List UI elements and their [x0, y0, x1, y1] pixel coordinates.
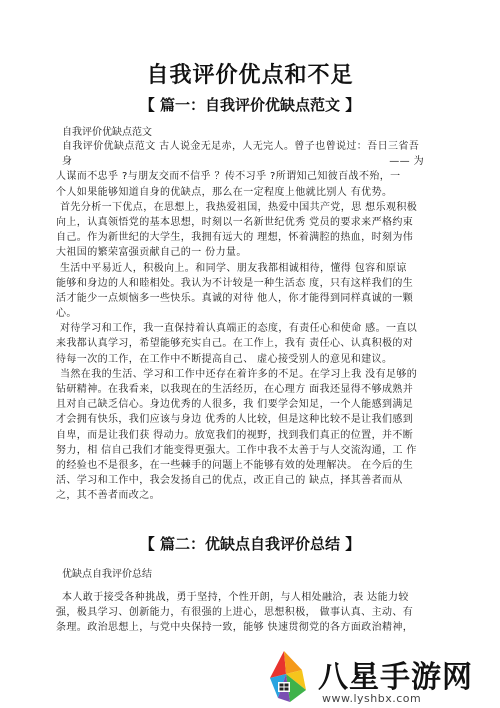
watermark-logo-icon: [256, 648, 312, 706]
body-line: 努力，相 信自己我们才能变得更强大。工作中我不太善于与人交流沟通，工 作: [56, 444, 417, 456]
site-watermark: [252, 648, 500, 708]
body-line: 自我评价优缺点范文 古人说金无足赤，人无完人。曾子也曾说过：吾日三省吾: [62, 141, 420, 152]
body-line: 的经验也不是很多，在一些棘手的问题上不能够有效的处理解决。 在今后的生: [56, 459, 414, 471]
watermark-url: www.lyshbx.com: [322, 692, 422, 705]
body-line: 个人如果能够知道自身的优缺点，那么在一定程度上他就比别人 有优势。: [56, 186, 393, 198]
section-2-heading: 【 篇二：优缺点自我评价总结 】: [139, 535, 361, 553]
body-line: 活、学习和工作中，我会发扬自己的优点，改正自己的 缺点，择其善者而从: [56, 475, 403, 487]
body-line: 且对自己缺乏信心。身边优秀的人很多，我 们要学会知足，一个人能感到满足: [56, 399, 414, 411]
body-line: 来我都认真学习，希望能够充实自己。在工作上，我有 责任心、认真积极的对: [56, 338, 414, 350]
section-1-body: [56, 139, 444, 504]
body-line: 心。: [56, 308, 77, 320]
section-2-subtitle: 优缺点自我评价总结: [62, 569, 152, 580]
section-2-body: [56, 590, 444, 636]
body-line: 当然在我的生活、学习和工作中还存在着许多的不足。在学习上我 没有足够的: [60, 368, 418, 380]
section-1-subtitle: 自我评价优缺点范文: [62, 127, 152, 138]
body-line: 生活中平易近人，积极向上。和同学、朋友我都相诚相待，懂得 包容和原谅: [60, 262, 407, 274]
watermark-text: 八星手游网: [318, 660, 473, 695]
body-line: 自卑，而是让我们获 得动力。放宽我们的视野，找到我们真正的位置，并不断: [56, 429, 414, 441]
body-line: 人谋而不忠乎 ?与朋友交而不信乎 ？传不习乎 ?所谓知己知彼百战不殆，一: [56, 171, 401, 183]
body-line: 强，极具学习、创新能力，有很强的上进心，思想积极， 做事认真、主动、有: [56, 607, 414, 619]
body-line: 条理。政治思想上，与党中央保持一致，能够 快速贯彻党的各方面政治精神，: [56, 622, 414, 634]
section-1-heading: 【 篇一：自我评价优缺点范文 】: [139, 96, 361, 114]
body-line: 大祖国的繁荣富强贡献自己的一 份力量。: [56, 247, 247, 259]
body-line: 活才能少一点烦恼多一些快乐。真诚的对待 他人，你才能得到同样真诚的一颗: [56, 292, 414, 304]
body-line: 能够和身边的人和睦相处。我认为不计较是一种生活态 度，只有这样我们的生: [56, 277, 414, 289]
body-line-part: —— 为: [389, 156, 424, 168]
body-line: 对待学习和工作，我一直保持着认真端正的态度，有责任心和使命 感。一直以: [60, 323, 418, 335]
body-line: [56, 154, 444, 169]
body-line: 待每一次的工作，在工作中不断提高自己、 虚心接受别人的意见和建议。: [56, 353, 393, 365]
body-line: 本人敢于接受各种挑战，勇于坚持，个性开朗，与人相处融洽，表 达能力较: [62, 592, 409, 603]
body-line: 之，其不善者而改之。: [56, 490, 160, 502]
body-line: 钻研精神。在我看来，以我现在的生活经历，在心理方 面我还显得不够成熟并: [56, 384, 414, 395]
document-title: 自我评价优点和不足: [146, 63, 354, 88]
body-line: 才会拥有快乐，我们应该与身边 优秀的人比较，但是这种比较不是让我们感到: [56, 414, 414, 426]
body-line: 自己。作为新世纪的大学生，我拥有远大的 理想，怀着满腔的热血，时刻为伟: [56, 232, 414, 244]
body-line: 首先分析一下优点，在思想上，我热爱祖国，热爱中国共产党，思 想乐观积极: [60, 201, 418, 213]
body-line-part: 身: [62, 156, 73, 168]
body-line: 向上，认真领悟党的基本思想，时刻以一名新世纪优秀 党员的要求来严格约束: [56, 216, 414, 228]
